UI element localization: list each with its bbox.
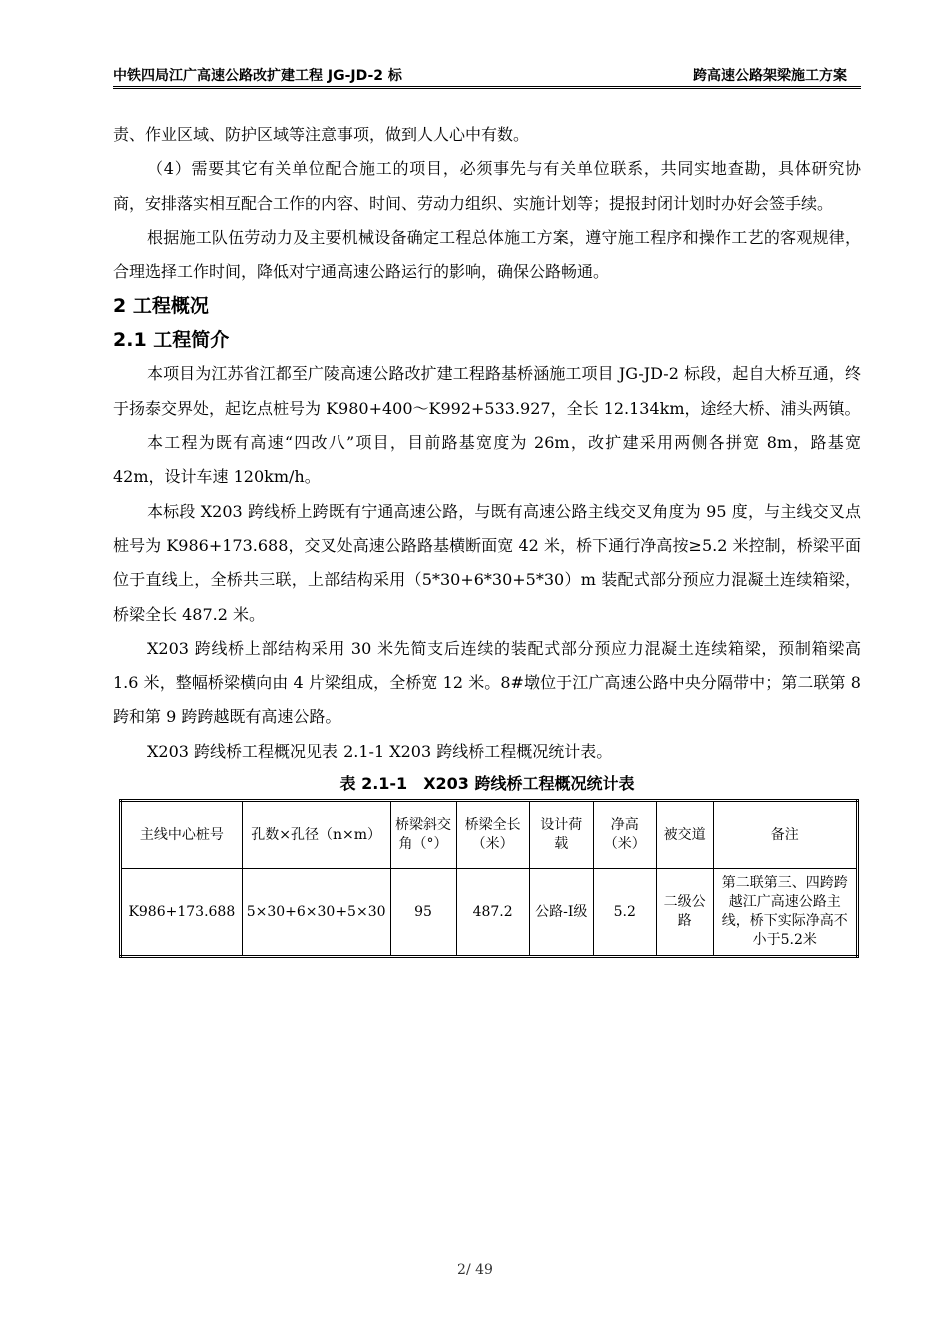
table-cell: 5×30+6×30+5×30 — [242, 869, 390, 957]
header-cell: 桥梁斜交角（°） — [390, 801, 456, 869]
table-cell: 二级公路 — [656, 869, 713, 957]
header-cell: 被交道 — [656, 801, 713, 869]
page-header — [113, 62, 861, 89]
table-cell: K986+173.688 — [121, 869, 243, 957]
intro-paragraph-5: X203 跨线桥工程概况见表 2.1-1 X203 跨线桥工程概况统计表。 — [147, 741, 613, 761]
paragraph-continuation: 责、作业区域、防护区域等注意事项，做到人人心中有数。 — [113, 125, 530, 144]
table-cell: 487.2 — [456, 869, 529, 957]
section-heading: 2 工程概况 — [113, 295, 209, 318]
intro-paragraph-4: X203 跨线桥上部结构采用 30 米先简支后连续的装配式部分预应力混凝土连续箱梁，预制箱梁高 1.6 米，整幅桥梁横向由 4 片梁组成，全桥宽 12 米。8#墩位于江广高速公路中央分隔带中；第二联第 8 跨和第 9 跨跨越既有高速公路。 — [113, 638, 861, 727]
bridge-summary-table — [119, 799, 859, 958]
header-document-title: 跨高速公路架梁施工方案 — [693, 68, 847, 84]
intro-paragraph-3: 本标段 X203 跨线桥上跨既有宁通高速公路，与既有高速公路主线交叉角度为 95 度，与主线交叉点桩号为 K986+173.688，交叉处高速公路路基横断面宽 42 米，桥下通行净高按≥5.2 米控制，桥梁平面位于直线上，全桥共三联，上部结构采用（5*30+6*30+5*30）m 装配式部分预应力混凝土连续箱梁，桥梁全长 487.2 米。 — [113, 501, 861, 624]
intro-paragraph-1: 本项目为江苏省江都至广陵高速公路改扩建工程路基桥涵施工项目 JG-JD-2 标段，起自大桥互通，终于扬泰交界处，起讫点桩号为 K980+400～K992+533.927，全长 12.134km，途经大桥、浦头两镇。 — [113, 364, 861, 418]
table-cell: 第二联第三、四跨跨越江广高速公路主线，桥下实际净高不小于5.2米 — [713, 869, 857, 957]
table-row — [121, 869, 858, 957]
intro-paragraph-2: 本工程为既有高速“四改八”项目，目前路基宽度为 26m，改扩建采用两侧各拼宽 8m，路基宽 42m，设计车速 120km/h。 — [113, 433, 861, 487]
paragraph-overall-plan: 根据施工队伍劳动力及主要机械设备确定工程总体施工方案，遵守施工程序和操作工艺的客观规律，合理选择工作时间，降低对宁通高速公路运行的影响，确保公路畅通。 — [113, 227, 861, 282]
table-cell: 5.2 — [593, 869, 656, 957]
page-content — [113, 118, 861, 958]
header-cell: 桥梁全长（米） — [456, 801, 529, 869]
table-cell: 公路-I级 — [529, 869, 593, 957]
table-header-row — [121, 801, 858, 869]
header-cell: 净高（米） — [593, 801, 656, 869]
page-number: 2/ 49 — [457, 1262, 493, 1278]
header-project-title: 中铁四局江广高速公路改扩建工程 JG-JD-2 标 — [113, 68, 402, 84]
subsection-heading: 2.1 工程简介 — [113, 329, 230, 352]
table-title: 表 2.1-1 X203 跨线桥工程概况统计表 — [339, 774, 635, 794]
header-cell: 设计荷载 — [529, 801, 593, 869]
paragraph-coordination: （4）需要其它有关单位配合施工的项目，必须事先与有关单位联系，共同实地查勘，具体研究协商，安排落实相互配合工作的内容、时间、劳动力组织、实施计划等；提报封闭计划时办好会签手续。 — [113, 159, 861, 213]
header-cell: 备注 — [713, 801, 857, 869]
header-cell: 主线中心桩号 — [121, 801, 243, 869]
header-cell: 孔数×孔径（n×m） — [242, 801, 390, 869]
table-cell: 95 — [390, 869, 456, 957]
